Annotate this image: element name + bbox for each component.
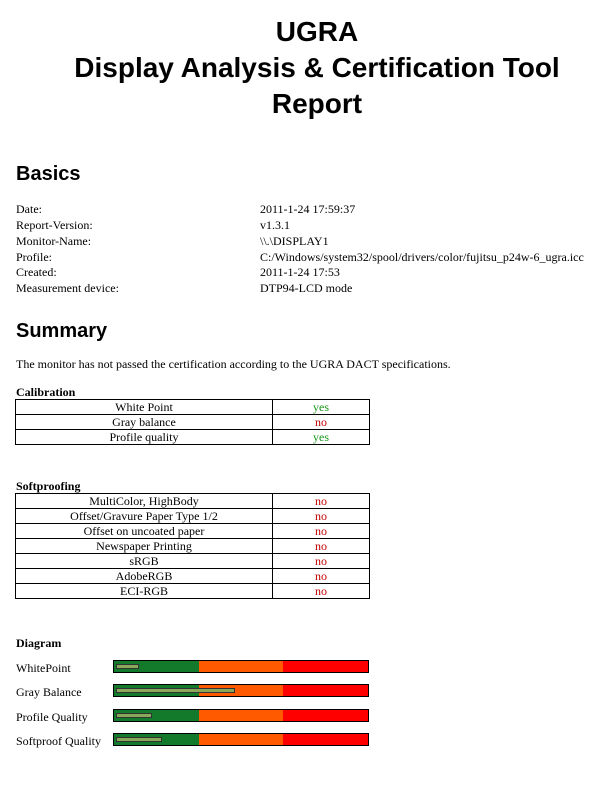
calibration-result: no [273, 415, 370, 430]
softproofing-result: no [273, 569, 370, 584]
zone-bad [283, 661, 368, 672]
basics-row [16, 264, 340, 280]
diagram-bar [113, 733, 369, 746]
calibration-label: Gray balance [16, 415, 273, 430]
calibration-label: White Point [16, 400, 273, 415]
basics-value: \\.\DISPLAY1 [260, 234, 329, 248]
softproofing-label: sRGB [16, 554, 273, 569]
basics-heading: Basics [16, 163, 81, 185]
softproofing-label: ECI-RGB [16, 584, 273, 599]
table-row [16, 509, 370, 524]
diagram-bar [113, 660, 369, 673]
summary-text: The monitor has not passed the certification according to the UGRA DACT specifications. [16, 357, 451, 371]
calibration-label: Profile quality [16, 430, 273, 445]
softproofing-heading: Softproofing [16, 479, 81, 493]
diagram-bar [113, 684, 369, 697]
calibration-result: yes [273, 400, 370, 415]
basics-label: Monitor-Name: [16, 234, 92, 248]
softproofing-label: AdobeRGB [16, 569, 273, 584]
softproofing-label: Newspaper Printing [16, 539, 273, 554]
diagram-bar [113, 709, 369, 722]
calibration-table [15, 399, 370, 445]
diagram-label: Gray Balance [16, 685, 82, 699]
softproofing-label: Offset on uncoated paper [16, 524, 273, 539]
zone-bad [283, 734, 368, 745]
basics-label: Profile: [16, 250, 52, 264]
basics-row [16, 233, 329, 249]
zone-warning [199, 734, 284, 745]
table-row [16, 430, 370, 445]
table-row [16, 584, 370, 599]
basics-label: Report-Version: [16, 218, 93, 232]
table-row [16, 569, 370, 584]
zone-bad [283, 685, 368, 696]
level-indicator [116, 713, 152, 718]
basics-value: DTP94-LCD mode [260, 281, 353, 295]
basics-label: Measurement device: [16, 281, 119, 295]
basics-value: v1.3.1 [260, 218, 290, 232]
table-row [16, 539, 370, 554]
table-row [16, 524, 370, 539]
softproofing-result: no [273, 584, 370, 599]
title-line-2: Display Analysis & Certification Tool [74, 52, 560, 83]
basics-row [16, 201, 356, 217]
basics-value: C:/Windows/system32/spool/drivers/color/fujitsu_p24w-6_ugra.icc [260, 250, 584, 264]
calibration-result: yes [273, 430, 370, 445]
softproofing-result: no [273, 539, 370, 554]
diagram-label: WhitePoint [16, 661, 71, 675]
title-line-1: UGRA [275, 16, 359, 47]
diagram-label: Profile Quality [16, 710, 88, 724]
level-indicator [116, 737, 162, 742]
softproofing-result: no [273, 554, 370, 569]
basics-row [16, 280, 353, 296]
zone-warning [199, 710, 284, 721]
table-row [16, 415, 370, 430]
table-row [16, 400, 370, 415]
softproofing-result: no [273, 494, 370, 509]
table-row [16, 494, 370, 509]
calibration-heading: Calibration [16, 385, 76, 399]
table-row [16, 554, 370, 569]
diagram-heading: Diagram [16, 636, 62, 650]
basics-value: 2011-1-24 17:53 [260, 265, 340, 279]
diagram-label: Softproof Quality [16, 734, 101, 748]
title-line-3: Report [271, 88, 363, 119]
level-indicator [116, 688, 235, 693]
softproofing-result: no [273, 509, 370, 524]
summary-heading: Summary [16, 320, 108, 342]
level-indicator [116, 664, 139, 669]
zone-warning [199, 661, 284, 672]
softproofing-label: Offset/Gravure Paper Type 1/2 [16, 509, 273, 524]
softproofing-result: no [273, 524, 370, 539]
basics-value: 2011-1-24 17:59:37 [260, 202, 356, 216]
basics-label: Created: [16, 265, 57, 279]
basics-row [16, 217, 290, 233]
softproofing-label: MultiColor, HighBody [16, 494, 273, 509]
basics-row [16, 249, 584, 265]
softproofing-table [15, 493, 370, 599]
zone-bad [283, 710, 368, 721]
basics-label: Date: [16, 202, 42, 216]
